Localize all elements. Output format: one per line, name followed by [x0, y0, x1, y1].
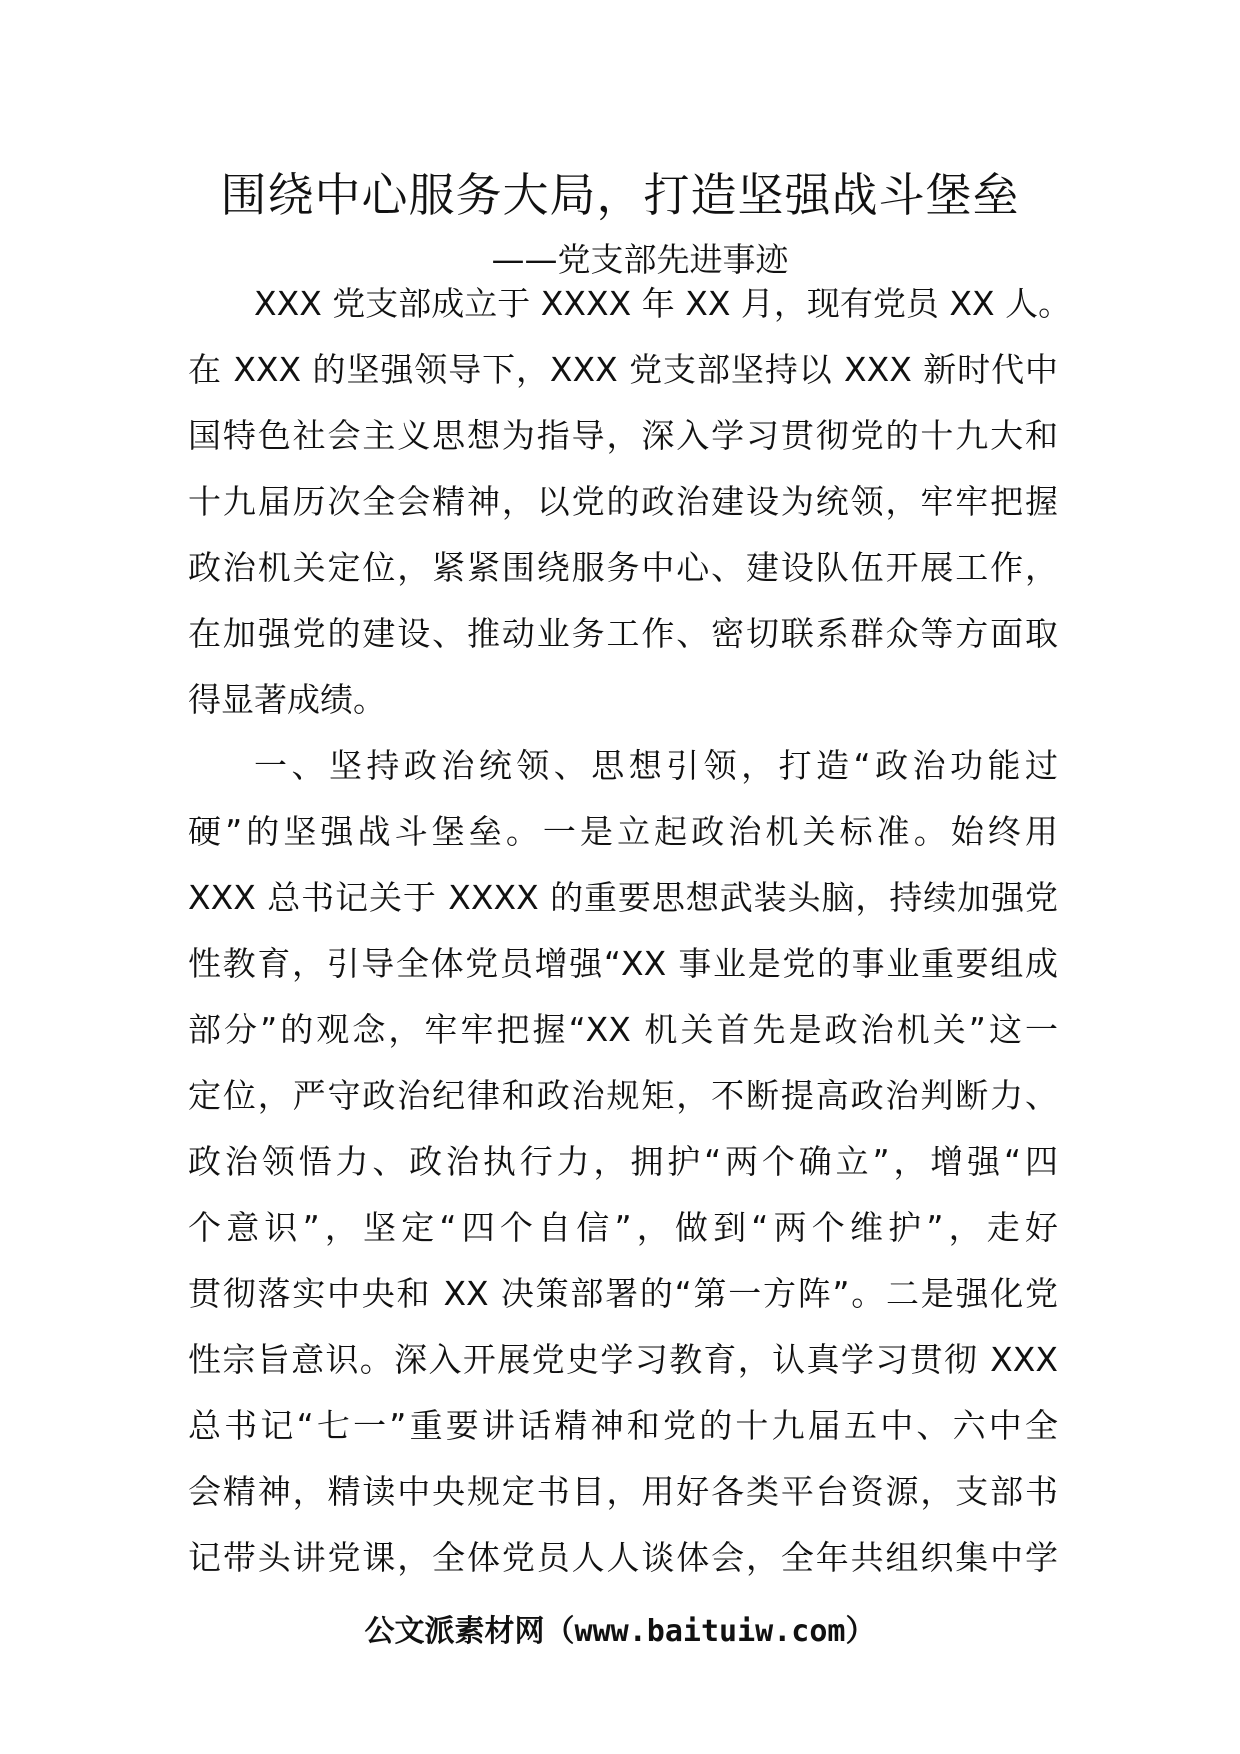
paragraph-line: 总书记“七一”重要讲话精神和党的十九届五中、六中全 [188, 1406, 1058, 1445]
paragraph-line: 政治领悟力、政治执行力，拥护“两个确立”，增强“四 [188, 1142, 1058, 1181]
paragraph-line: 硬”的坚强战斗堡垒。一是立起政治机关标准。始终用 [188, 812, 1058, 851]
footer-site-name: 公文派素材网（ [364, 1614, 575, 1649]
paragraph-line: 个意识”，坚定“四个自信”，做到“两个维护”，走好 [188, 1208, 1058, 1247]
document-title: 围绕中心服务大局，打造坚强战斗堡垒 [220, 168, 1020, 222]
paragraph-line: 十九届历次全会精神，以党的政治建设为统领，牢牢把握 [188, 482, 1058, 521]
paragraph-line: 一、坚持政治统领、思想引领，打造“政治功能过 [254, 746, 1058, 785]
paragraph-line: 得显著成绩。 [188, 680, 386, 719]
document-subtitle: ——党支部先进事迹 [491, 240, 789, 279]
paragraph-line: 部分”的观念，牢牢把握“XX 机关首先是政治机关”这一 [188, 1010, 1058, 1049]
paragraph-line: 性教育，引导全体党员增强“XX 事业是党的事业重要组成 [188, 944, 1058, 983]
paragraph-line: XXX 总书记关于 XXXX 的重要思想武装头脑，持续加强党 [188, 878, 1058, 917]
paragraph-line: 贯彻落实中央和 XX 决策部署的“第一方阵”。二是强化党 [188, 1274, 1058, 1313]
footer-url: www.baituiw.com [574, 1614, 846, 1649]
paragraph-line: 定位，严守政治纪律和政治规矩，不断提高政治判断力、 [188, 1076, 1058, 1115]
paragraph-line: 在 XXX 的坚强领导下，XXX 党支部坚持以 XXX 新时代中 [188, 350, 1058, 389]
document-body [188, 271, 1072, 1591]
paragraph-line: 政治机关定位，紧紧围绕服务中心、建设队伍开展工作， [188, 548, 1058, 587]
paragraph-line: 会精神，精读中央规定书目，用好各类平台资源，支部书 [188, 1472, 1058, 1511]
footer-watermark [0, 1612, 1240, 1652]
paragraph-line: 性宗旨意识。深入开展党史学习教育，认真学习贯彻 XXX [188, 1340, 1058, 1379]
paragraph-line: 在加强党的建设、推动业务工作、密切联系群众等方面取 [188, 614, 1058, 653]
paragraph-line: XXX 党支部成立于 XXXX 年 XX 月，现有党员 XX 人。 [254, 284, 1072, 323]
paragraph-line: 记带头讲党课，全体党员人人谈体会，全年共组织集中学 [188, 1538, 1058, 1577]
paragraph-line: 国特色社会主义思想为指导，深入学习贯彻党的十九大和 [188, 416, 1058, 455]
footer-close-paren: ） [845, 1614, 876, 1649]
